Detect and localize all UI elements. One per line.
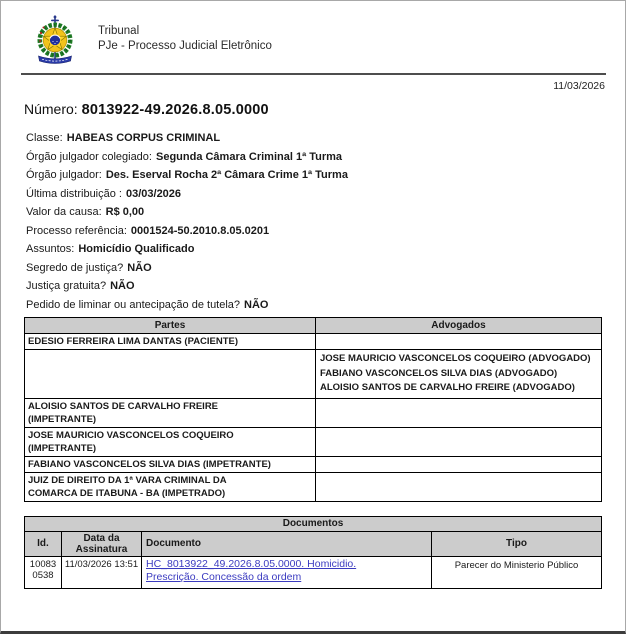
case-number-line <box>24 101 625 118</box>
header <box>34 14 625 66</box>
advogado-name: ALOISIO SANTOS DE CARVALHO FREIRE (ADVOGADO) <box>320 382 575 393</box>
documento-header: Documento <box>142 531 432 556</box>
advogado-name: JOSE MAURICIO VASCONCELOS COQUEIRO (ADVOGADO) <box>320 353 591 364</box>
documentos-header-row <box>25 531 602 556</box>
data-assinatura-header: Data da Assinatura <box>62 531 142 556</box>
tipo-header: Tipo <box>432 531 602 556</box>
case-number-label: Número: <box>24 101 78 117</box>
table-row <box>25 456 602 472</box>
party-cell: JUIZ DE DIREITO DA 1ª VARA CRIMINAL DA COMARCA DE ITABUNA - BA (IMPETRADO) <box>25 472 316 501</box>
table-row <box>25 427 602 456</box>
field-ultima-distribuicao: Última distribuição : 03/03/2026 <box>26 187 182 200</box>
document-link[interactable]: HC_8013922_49.2026.8.05.0000. Homicidio. Prescrição. Concessão da ordem <box>146 557 357 583</box>
case-number-value: 8013922-49.2026.8.05.0000 <box>81 102 269 118</box>
advogados-cell <box>316 334 602 350</box>
field-classe: Classe: HABEAS CORPUS CRIMINAL <box>26 132 221 144</box>
documentos-caption-row <box>25 516 602 531</box>
field-assuntos: Assuntos: Homicídio Qualificado <box>26 243 195 255</box>
table-row <box>25 350 602 399</box>
advogados-cell <box>316 350 602 399</box>
brazil-coat-of-arms-icon <box>34 14 76 66</box>
partes-header-row <box>25 318 602 334</box>
partes-table <box>24 317 602 502</box>
table-row <box>25 398 602 427</box>
field-orgao-julgador: Órgão julgador: Des. Eserval Rocha 2ª Câmara Crime 1ª Turma <box>26 169 348 181</box>
document-date: 11/03/2026 <box>553 80 605 92</box>
advogado-name: FABIANO VASCONCELOS SILVA DIAS (ADVOGADO) <box>320 367 558 379</box>
table-row <box>25 472 602 501</box>
documentos-caption: Documentos <box>25 516 602 531</box>
documentos-table <box>24 516 602 590</box>
table-row <box>25 334 602 350</box>
app-name: PJe - Processo Judicial Eletrônico <box>98 40 272 52</box>
org-name: Tribunal <box>98 25 140 37</box>
field-valor-causa: Valor da causa: R$ 0,00 <box>26 206 145 218</box>
field-orgao-colegiado: Órgão julgador colegiado: Segunda Câmara Criminal 1ª Turma <box>26 150 343 163</box>
doc-data-assinatura-cell: 11/03/2026 13:51 <box>62 556 142 589</box>
advogados-cell <box>316 398 602 427</box>
advogados-cell <box>316 472 602 501</box>
header-titles <box>98 14 272 54</box>
advogados-cell <box>316 427 602 456</box>
table-row <box>25 556 602 589</box>
id-header: Id. <box>25 531 62 556</box>
party-cell <box>25 350 316 399</box>
party-cell: ALOISIO SANTOS DE CARVALHO FREIRE (IMPETRANTE) <box>25 398 316 427</box>
case-metadata <box>26 129 625 314</box>
party-cell: JOSE MAURICIO VASCONCELOS COQUEIRO (IMPETRANTE) <box>25 427 316 456</box>
advogados-cell <box>316 456 602 472</box>
doc-tipo-cell: Parecer do Ministerio Público <box>432 556 602 589</box>
field-pedido-liminar: Pedido de liminar ou antecipação de tutela? NÃO <box>26 298 269 311</box>
partes-header: Partes <box>25 318 316 334</box>
party-cell: FABIANO VASCONCELOS SILVA DIAS (IMPETRANTE) <box>25 456 316 472</box>
advogados-header: Advogados <box>316 318 602 334</box>
field-processo-referencia: Processo referência: 0001524-50.2010.8.05.0201 <box>26 224 270 237</box>
party-cell: EDESIO FERREIRA LIMA DANTAS (PACIENTE) <box>25 334 316 350</box>
field-justica-gratuita: Justiça gratuita? NÃO <box>26 280 135 292</box>
field-segredo-justica: Segredo de justiça? NÃO <box>26 261 152 274</box>
header-divider <box>21 73 606 75</box>
doc-id-cell: 100830538 <box>25 556 62 589</box>
doc-documento-cell <box>142 556 432 589</box>
